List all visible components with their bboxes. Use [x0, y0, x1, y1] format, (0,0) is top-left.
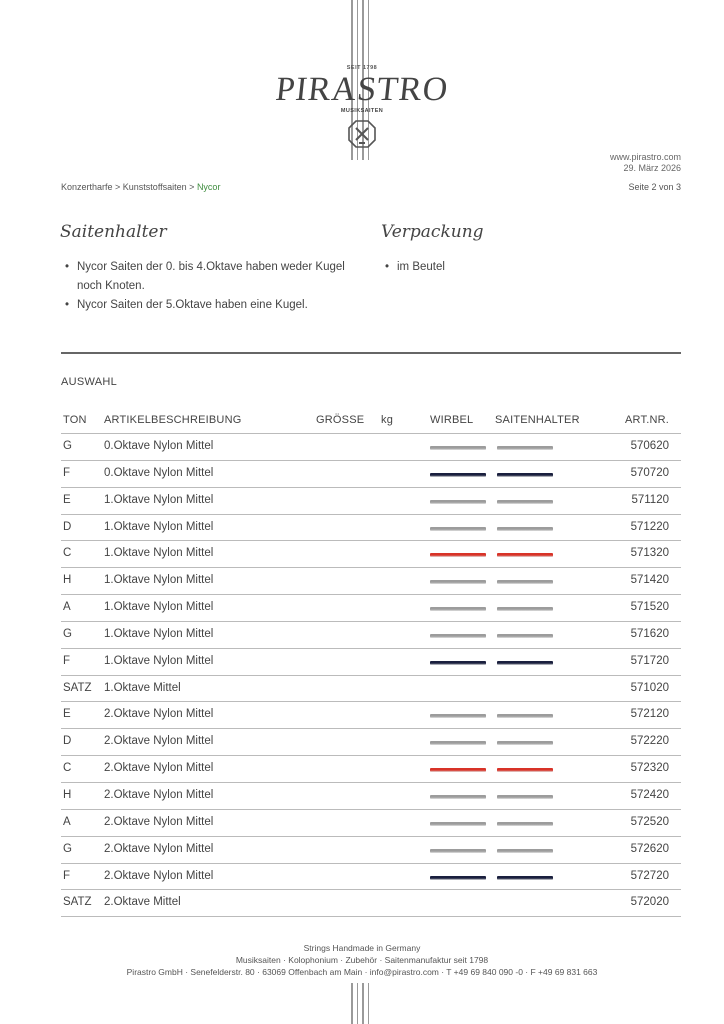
logo-emblem-icon	[347, 119, 377, 149]
breadcrumb-kunststoffsaiten[interactable]: Kunststoffsaiten	[122, 182, 187, 192]
art-nr-cell: 572720	[630, 869, 669, 882]
table-row[interactable]	[61, 461, 681, 488]
wirbel-color-swatch	[430, 768, 486, 772]
saitenhalter-color-swatch	[497, 741, 553, 745]
ton-cell: SATZ	[63, 681, 92, 694]
logo-brand: PIRASTRO	[273, 71, 451, 108]
table-row[interactable]	[61, 488, 681, 515]
page-number: Seite 2 von 3	[628, 182, 681, 192]
wirbel-color-swatch	[430, 876, 486, 880]
website-link[interactable]: www.pirastro.com	[609, 152, 681, 162]
pirastro-logo	[270, 64, 454, 164]
breadcrumb	[61, 182, 220, 192]
saitenhalter-heading: Saitenhalter	[60, 222, 167, 242]
ton-cell: D	[63, 520, 72, 533]
saitenhalter-color-swatch	[497, 768, 553, 772]
description-cell: 2.Oktave Nylon Mittel	[104, 708, 214, 721]
table-row[interactable]	[61, 702, 681, 729]
footer-line-2: Musiksaiten · Kolophonium · Zubehör · Saitenmanufaktur seit 1798	[235, 955, 489, 965]
col-saitenhalter: SAITENHALTER	[495, 414, 580, 426]
saitenhalter-color-swatch	[497, 607, 553, 611]
art-nr-cell: 572120	[630, 708, 669, 721]
ton-cell: G	[63, 627, 72, 640]
saitenhalter-color-swatch	[497, 661, 553, 665]
description-cell: 2.Oktave Nylon Mittel	[104, 762, 214, 775]
site-info	[610, 152, 681, 174]
decorative-string-lines-bottom	[351, 983, 369, 1024]
table-row[interactable]	[61, 541, 681, 568]
saitenhalter-color-swatch	[497, 634, 553, 638]
table-row[interactable]	[61, 783, 681, 810]
wirbel-color-swatch	[430, 795, 486, 799]
art-nr-cell: 572220	[630, 735, 669, 748]
wirbel-color-swatch	[430, 634, 486, 638]
product-table	[61, 434, 681, 917]
art-nr-cell: 571320	[630, 547, 669, 560]
list-item: • im Beutel	[382, 258, 582, 277]
print-date: 29. März 2026	[623, 163, 681, 173]
art-nr-cell: 572420	[630, 788, 669, 801]
auswahl-heading: AUSWAHL	[61, 376, 118, 388]
description-cell: 1.Oktave Nylon Mittel	[104, 627, 214, 640]
ton-cell: SATZ	[63, 896, 92, 909]
wirbel-color-swatch	[430, 500, 486, 504]
ton-cell: H	[63, 574, 72, 587]
art-nr-cell: 571520	[630, 601, 669, 614]
breadcrumb-konzertharfe[interactable]: Konzertharfe	[61, 182, 113, 192]
description-cell: 2.Oktave Nylon Mittel	[104, 842, 214, 855]
art-nr-cell: 572020	[630, 896, 669, 909]
ton-cell: F	[63, 466, 71, 479]
saitenhalter-color-swatch	[497, 580, 553, 584]
ton-cell: E	[63, 493, 71, 506]
art-nr-cell: 572320	[630, 762, 669, 775]
saitenhalter-color-swatch	[497, 822, 553, 826]
description-cell: 1.Oktave Nylon Mittel	[104, 493, 214, 506]
section-divider	[61, 352, 681, 354]
saitenhalter-color-swatch	[497, 714, 553, 718]
table-row[interactable]	[61, 864, 681, 891]
saitenhalter-color-swatch	[497, 527, 553, 531]
wirbel-color-swatch	[430, 553, 486, 557]
ton-cell: G	[63, 842, 72, 855]
description-cell: 1.Oktave Nylon Mittel	[104, 547, 214, 560]
description-cell: 1.Oktave Nylon Mittel	[104, 654, 214, 667]
art-nr-cell: 571120	[631, 493, 669, 506]
table-row[interactable]	[61, 837, 681, 864]
table-row[interactable]	[61, 729, 681, 756]
art-nr-cell: 571420	[630, 574, 669, 587]
table-row[interactable]	[61, 810, 681, 837]
saitenhalter-color-swatch	[497, 500, 553, 504]
footer-line-1: Strings Handmade in Germany	[303, 943, 421, 953]
wirbel-color-swatch	[430, 473, 486, 477]
wirbel-color-swatch	[430, 741, 486, 745]
table-header	[61, 407, 681, 434]
list-item: • Nycor Saiten der 0. bis 4.Oktave haben weder Kugel noch Knoten.	[62, 258, 362, 296]
logo-tagline: MUSIKSAITEN	[340, 108, 384, 114]
ton-cell: G	[63, 440, 72, 452]
col-groesse: GRÖSSE	[316, 414, 365, 426]
art-nr-cell: 571720	[630, 654, 669, 667]
table-row[interactable]	[61, 622, 681, 649]
art-nr-cell: 570720	[630, 466, 669, 479]
wirbel-color-swatch	[430, 661, 486, 665]
col-ton: TON	[63, 414, 87, 426]
description-cell: 2.Oktave Nylon Mittel	[104, 869, 214, 882]
description-cell: 1.Oktave Nylon Mittel	[104, 520, 214, 533]
verpackung-heading: Verpackung	[381, 222, 484, 242]
art-nr-cell: 572520	[630, 815, 669, 828]
col-kg: kg	[381, 414, 394, 426]
art-nr-cell: 571620	[630, 627, 669, 640]
breadcrumb-separator: >	[112, 182, 123, 192]
description-cell: 2.Oktave Nylon Mittel	[104, 815, 214, 828]
wirbel-color-swatch	[430, 580, 486, 584]
art-nr-cell: 570620	[630, 440, 669, 452]
list-item: • Nycor Saiten der 5.Oktave haben eine Kugel.	[62, 296, 362, 315]
ton-cell: D	[63, 735, 72, 748]
saitenhalter-color-swatch	[497, 446, 553, 450]
description-cell: 2.Oktave Nylon Mittel	[104, 735, 214, 748]
ton-cell: E	[63, 708, 71, 721]
saitenhalter-list	[62, 258, 362, 315]
wirbel-color-swatch	[430, 527, 486, 531]
table-row[interactable]	[61, 676, 681, 703]
description-cell: 0.Oktave Nylon Mittel	[104, 440, 214, 452]
saitenhalter-color-swatch	[497, 473, 553, 477]
art-nr-cell: 571220	[630, 520, 669, 533]
footer	[0, 942, 724, 978]
description-cell: 0.Oktave Nylon Mittel	[104, 466, 214, 479]
description-cell: 1.Oktave Nylon Mittel	[104, 574, 214, 587]
ton-cell: C	[63, 762, 72, 775]
col-wirbel: WIRBEL	[430, 414, 474, 426]
col-art-nr: ART.NR.	[625, 414, 669, 426]
saitenhalter-color-swatch	[497, 795, 553, 799]
wirbel-color-swatch	[430, 822, 486, 826]
verpackung-list	[382, 258, 582, 277]
table-row[interactable]	[61, 756, 681, 783]
ton-cell: A	[63, 815, 71, 828]
ton-cell: H	[63, 788, 72, 801]
ton-cell: F	[63, 869, 71, 882]
table-row[interactable]	[61, 595, 681, 622]
footer-line-3: Pirastro GmbH · Senefelderstr. 80 · 63069 Offenbach am Main · info@pirastro.com · T +49 69 840 090 -0 · F +49 69 831 663	[126, 967, 598, 977]
wirbel-color-swatch	[430, 714, 486, 718]
table-row[interactable]	[61, 515, 681, 542]
table-row[interactable]	[61, 649, 681, 676]
description-cell: 2.Oktave Mittel	[104, 896, 181, 909]
wirbel-color-swatch	[430, 446, 486, 450]
description-cell: 1.Oktave Mittel	[104, 681, 181, 694]
table-row[interactable]	[61, 890, 681, 917]
art-nr-cell: 571020	[630, 681, 669, 694]
description-cell: 1.Oktave Nylon Mittel	[104, 601, 214, 614]
breadcrumb-nycor[interactable]: Nycor	[196, 182, 221, 192]
breadcrumb-separator: >	[186, 182, 197, 192]
table-row[interactable]	[61, 568, 681, 595]
logo-since: SEIT 1798	[346, 65, 378, 71]
ton-cell: C	[63, 547, 72, 560]
wirbel-color-swatch	[430, 607, 486, 611]
wirbel-color-swatch	[430, 849, 486, 853]
saitenhalter-color-swatch	[497, 849, 553, 853]
table-row[interactable]	[61, 434, 681, 461]
ton-cell: A	[63, 601, 71, 614]
saitenhalter-color-swatch	[497, 553, 553, 557]
saitenhalter-color-swatch	[497, 876, 553, 880]
art-nr-cell: 572620	[630, 842, 669, 855]
description-cell: 2.Oktave Nylon Mittel	[104, 788, 214, 801]
ton-cell: F	[63, 654, 71, 667]
col-artikelbeschreibung: ARTIKELBESCHREIBUNG	[104, 414, 242, 426]
